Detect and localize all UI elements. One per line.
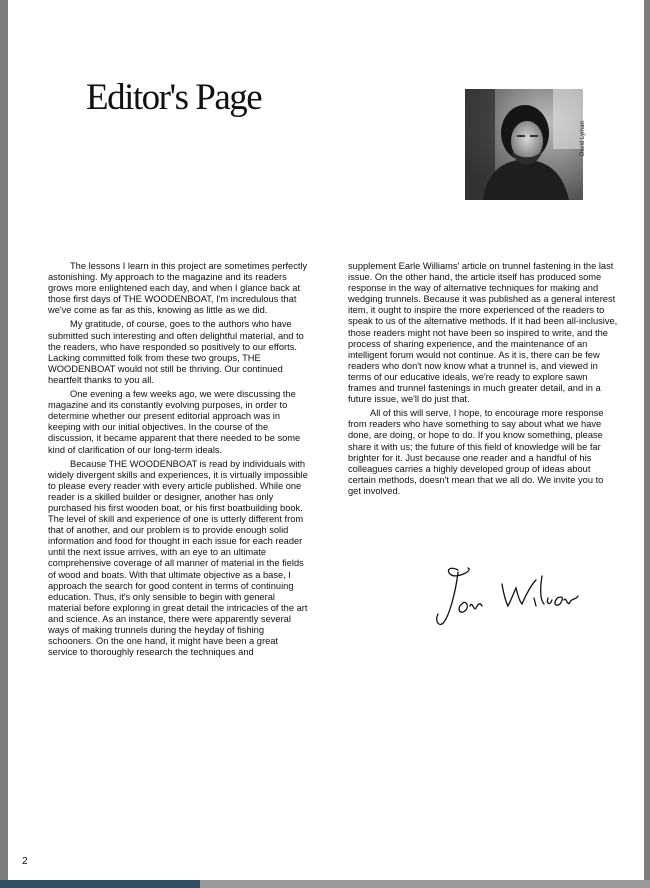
- paragraph: The lessons I learn in this project are sometimes perfectly astonishing. My approach to the magazine and its readers grows more enlightened each day, and when I glance back at those first days of THE WOODENBOAT, I'm incredulous that we've come as far as this, knowing as little as we did.: [48, 261, 308, 316]
- document-page: [8, 0, 644, 880]
- viewer-bottom-bar: [0, 880, 650, 888]
- portrait-image: [465, 89, 583, 200]
- editor-portrait-photo: [465, 89, 583, 200]
- page-number: 2: [22, 856, 28, 867]
- article-column-right: [348, 261, 618, 500]
- paragraph: My gratitude, of course, goes to the authors who have submitted such interesting and often delightful material, and to the readers, who have responded so positively to our efforts. Lacking committed folk from these two groups, THE WOODENBOAT would not still be thriving. Our continued heartfelt thanks to you all.: [48, 319, 304, 385]
- paragraph: supplement Earle Williams' article on trunnel fastening in the last issue. On the other hand, the article itself has produced some response in the way of alternative techniques for making and wedging trunnels. Because it was published as a general interest item, it ought to inspire the more experienced of the readers to speak to us of the alternative methods. If it had been all-inclusive, those readers might not have been so inspired to write, and the process of sharing experience, and the maintenance of an intelligent forum would not continue. As it is, there can be few readers who don't now know what a trunnel is, and viewed in terms of our educative ideals, we're ready to explore sawn frames and trunnel fastenings in much greater detail, and in a future issue, we'll do just that.: [348, 261, 618, 405]
- photo-credit: David Lyman: [580, 121, 586, 156]
- paragraph: All of this will serve, I hope, to encourage more response from readers who have something to say about what we have done, are doing, or hope to do. If you know something, please share it with us; the future of this field of knowledge will be far brighter for it. Just because one reader and a handful of his colleagues carries a highly developed group of ideas about certain methods, doesn't mean that we all do. We invite you to get involved.: [348, 408, 604, 496]
- paragraph: Because THE WOODENBOAT is read by individuals with widely divergent skills and experiences, it is virtually impossible to please every reader with every article published. While one reader is a skilled builder or designer, another has only purchased his first wooden boat, or his first boatbuilding book. The level of skill and experience of one is utterly different from that of another, and our problem is to provide enough solid information and food for thought in each issue for each reader until the next issue arrives, with an eye to an ultimate comprehensive coverage of all manner of material in the fields of wood and boats. With that ultimate objective as a base, I approach the search for good content in terms of continuing education. Thus, it's only sensible to begin with general material before exploring in great detail the intricacies of the art and science. As an instance, there were apparently several ways of making trunnels during the heyday of fishing schooners. On the one hand, it might have been a great service to thoroughly research the techniques and: [48, 458, 308, 658]
- page-title: Editor's Page: [86, 77, 262, 118]
- paragraph: One evening a few weeks ago, we were discussing the magazine and its constantly evolving purposes, in order to determine whether our present editorial approach was in keeping with our initial objectives. In the course of the discussion, it became apparent that there needed to be some kind of clarification of our long-term ideals.: [48, 389, 301, 455]
- article-column-left: [48, 261, 310, 661]
- viewer-bottom-accent: [0, 880, 200, 888]
- editor-signature: [428, 556, 588, 636]
